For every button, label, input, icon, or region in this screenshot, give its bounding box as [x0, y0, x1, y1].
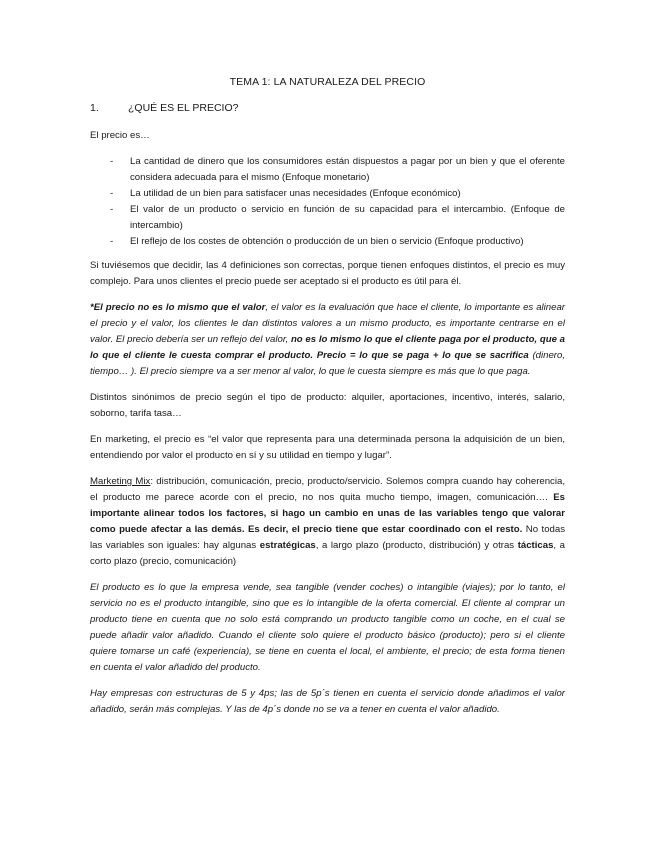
- list-item: [90, 186, 565, 202]
- section-number: 1.: [90, 102, 99, 114]
- definition-text: El valor de un producto o servicio en función de su capacidad para el intercambio. (Enfoque de intercambio): [130, 204, 565, 231]
- price-vs-value-end: (dinero, tiempo… ). El precio siempre va a ser menor al valor, lo que le cuesta siempre es más que lo que paga.: [90, 350, 565, 377]
- paragraph-5p-4p: Hay empresas con estructuras de 5 y 4ps; las de 5p´s tienen en cuenta el servicio donde añadimos el valor añadido, serán más complejas. Y las de 4p´s donde no se va a tener en cuenta el valor añadido.: [90, 688, 565, 715]
- paragraph-synonyms: Distintos sinónimos de precio según el tipo de producto: alquiler, aportaciones, incentivo, interés, salario, soborno, tarifa tasa…: [90, 392, 565, 419]
- tactical-text: , a corto plazo (precio, comunicación): [90, 540, 566, 567]
- strategic-text: , a largo plazo (producto, distribución) y otras: [315, 540, 518, 551]
- list-dash: -: [110, 156, 114, 167]
- definition-text: La utilidad de un bien para satisfacer unas necesidades (Enfoque económico): [130, 188, 461, 199]
- paragraph-definitions-correct: Si tuviésemos que decidir, las 4 definiciones son correctas, porque tienen enfoques distintos, el precio es muy complejo. Para unos clientes el precio puede ser aceptado si el producto es útil para él.: [90, 260, 565, 287]
- paragraph-marketing-mix: [90, 474, 565, 570]
- strategic-term: estratégicas: [259, 540, 316, 551]
- list-item: [90, 202, 565, 234]
- paragraph-product-service: El producto es lo que la empresa vende, sea tangible (vender coches) o intangible (viajes); por lo tanto, el servicio no es el producto intangible, sino que es lo intangible de la oferta comercial. El cliente al comprar un producto tiene en cuenta que no solo está comprando un producto tangible como un coche, en el cual se puede añadir valor añadido. Cuando el cliente solo quiere el producto básico (producto); pero si el cliente quiere tomarse un café (experiencia), se tiene en cuenta el local, el ambiente, el precio; de esta forma tienen en cuenta el valor añadido del producto.: [90, 582, 565, 673]
- document-title: TEMA 1: LA NATURALEZA DEL PRECIO: [229, 76, 426, 88]
- list-dash: -: [110, 236, 114, 247]
- tactical-term: tácticas: [517, 540, 554, 551]
- definition-text: La cantidad de dinero que los consumidores están dispuestos a pagar por un bien y que el oferente considera adecuada para el mismo (Enfoque monetario): [130, 156, 565, 183]
- marketing-mix-term: Marketing Mix: [90, 476, 151, 487]
- definitions-list: [90, 154, 565, 250]
- intro-paragraph: El precio es…: [90, 130, 150, 141]
- marketing-mix-text: : distribución, comunicación, precio, producto/servicio. Solemos compra cuando hay coherencia, el producto me parece acorde con el precio, no nos quita mucho tiempo, imagen, comunicación….: [90, 476, 565, 503]
- definition-text: El reflejo de los costes de obtención o producción de un bien o servicio (Enfoque productivo): [130, 236, 524, 247]
- section-title: ¿QUÉ ES EL PRECIO?: [128, 102, 239, 114]
- price-vs-value-text: , el valor es la evaluación que hace el cliente, lo importante es alinear el precio y el valor, los clientes le dan distintos valores a un mismo producto, es importante centrarse en el valor. El precio debería ser un reflejo del valor,: [90, 302, 565, 345]
- section-heading: [90, 100, 565, 116]
- paragraph-marketing-definition: En marketing, el precio es “el valor que representa para una determinada persona la adquisición de un bien, entendiendo por valor el producto en sí y su utilidad en tiempo y lugar”.: [90, 434, 565, 461]
- marketing-mix-emphasis: Es importante alinear todos los factores, si hago un cambio en unas de las variables tengo que valorar como puede afectar a las demás. Es decir, el precio tiene que estar coordinado con el resto.: [90, 492, 565, 535]
- price-formula-text: no es lo mismo lo que el cliente paga por el producto, que a lo que el cliente le cuesta comprar el producto. Precio = lo que se paga + lo que se sacrifica: [90, 334, 565, 361]
- price-vs-value-lead: *El precio no es lo mismo que el valor: [90, 302, 266, 313]
- paragraph-price-vs-value: [90, 300, 565, 380]
- marketing-mix-variables: No todas las variables son iguales: hay algunas: [90, 524, 565, 551]
- list-item: [90, 154, 565, 186]
- list-item: [90, 234, 565, 250]
- list-dash: -: [110, 204, 114, 215]
- list-dash: -: [110, 188, 114, 199]
